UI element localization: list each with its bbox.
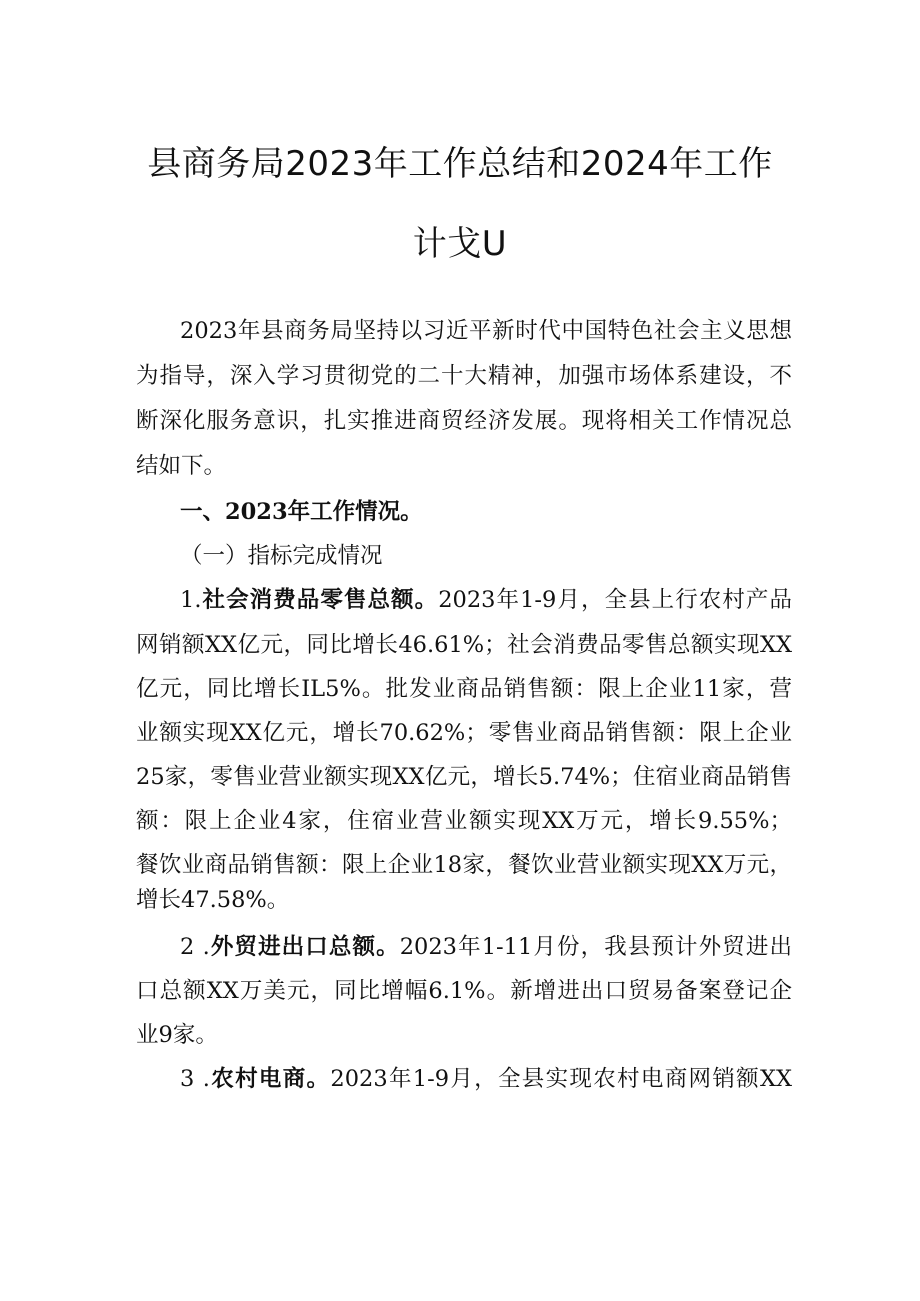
- item-1-first-line: [180, 585, 792, 615]
- intro-paragraph-line: 2023年县商务局坚持以习近平新时代中国特色社会主义思想: [180, 318, 792, 344]
- item-2-line: 口总额XX万美元，同比增幅6.1%。新增进出口贸易备案登记企: [136, 978, 792, 1004]
- item-title: 农村电商。: [209, 1066, 331, 1092]
- section-heading: 一、2023年工作情况。: [180, 499, 423, 525]
- intro-paragraph-line: 为指导，深入学习贯彻党的二十大精神，加强市场体系建设，不: [136, 363, 792, 389]
- item-number: 3 .: [180, 1066, 210, 1092]
- item-1-line: 25家，零售业营业额实现XX亿元，增长5.74%；住宿业商品销售: [136, 764, 792, 790]
- intro-paragraph-line: 结如下。: [136, 453, 227, 479]
- item-2-first-line: [180, 932, 792, 962]
- document-title-line-2: 计戈U: [412, 224, 508, 264]
- item-1-line: 增长47.58%。: [136, 887, 290, 913]
- item-text: 2023年1-9月，全县实现农村电商网销额XX: [330, 1066, 793, 1092]
- item-title: 外贸进出口总额。: [209, 934, 400, 960]
- item-3-first-line: [180, 1064, 792, 1094]
- document-title-line-1: 县商务局2023年工作总结和2024年工作: [147, 144, 773, 184]
- item-1-line: 业额实现XX亿元，增长70.62%；零售业商品销售额：限上企业: [136, 720, 792, 746]
- item-1-line: 餐饮业商品销售额：限上企业18家，餐饮业营业额实现XX万元，: [136, 852, 792, 878]
- item-title: 社会消费品零售总额。: [201, 587, 439, 613]
- item-number: 1.: [180, 587, 202, 613]
- item-1-line: 额：限上企业4家，住宿业营业额实现XX万元，增长9.55%；: [136, 808, 792, 834]
- item-1-line: 网销额XX亿元，同比增长46.61%；社会消费品零售总额实现XX: [136, 632, 792, 658]
- item-text: 2023年1-9月，全县上行农村产品: [438, 587, 792, 613]
- item-1-line: 亿元，同比增长IL5%。批发业商品销售额：限上企业11家，营: [136, 676, 792, 702]
- intro-paragraph-line: 断深化服务意识，扎实推进商贸经济发展。现将相关工作情况总: [136, 408, 792, 434]
- subsection-heading: （一）指标完成情况: [180, 543, 383, 569]
- item-2-line: 业9家。: [136, 1022, 218, 1048]
- item-number: 2 .: [180, 934, 210, 960]
- item-text: 2023年1-11月份，我县预计外贸进出: [399, 934, 792, 960]
